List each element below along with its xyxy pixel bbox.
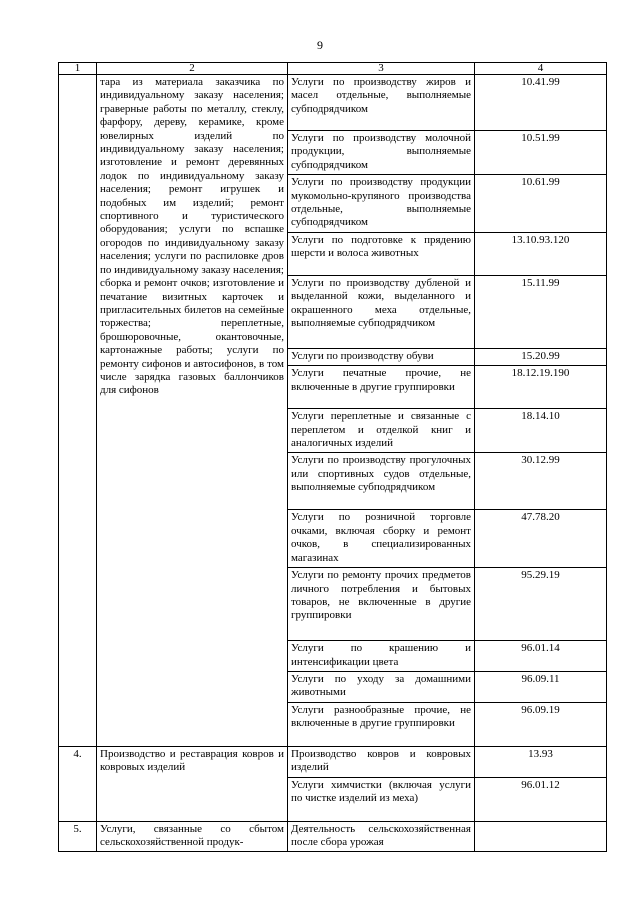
services-table: [58, 62, 607, 852]
service-code-cell: 10.41.99: [475, 75, 607, 131]
activity-description-cell: Услуги, связанные со сбытом сельскохозяйственной продук-: [97, 821, 288, 852]
service-name-cell: Услуги по подготовке к прядению шерсти и волоса животных: [288, 232, 475, 275]
service-name-cell: Услуги печатные прочие, не включенные в другие группировки: [288, 366, 475, 409]
service-code-cell: 10.51.99: [475, 131, 607, 175]
header-cell: 2: [97, 63, 288, 75]
service-name-cell: Услуги по розничной торговле очками, включая сборку и ремонт очков, в специализированных магазинах: [288, 510, 475, 568]
service-code-cell: 96.09.11: [475, 671, 607, 702]
service-code-cell: 18.12.19.190: [475, 366, 607, 409]
row-number-cell: 5.: [59, 821, 97, 852]
service-code-cell: 10.61.99: [475, 175, 607, 233]
service-code-cell: 15.20.99: [475, 348, 607, 365]
activity-description-cell: Производство и реставрация ковров и ковровых изделий: [97, 746, 288, 821]
service-code-cell: 13.10.93.120: [475, 232, 607, 275]
table-row: [59, 821, 607, 852]
service-name-cell: Услуги по уходу за домашними животными: [288, 671, 475, 702]
service-code-cell: [475, 821, 607, 852]
service-name-cell: Услуги по производству дубленой и выделанной кожи, выделанного и окрашенного меха отдельные, выполняемые субподрядчиком: [288, 275, 475, 348]
service-name-cell: Услуги по крашению и интенсификации цвета: [288, 641, 475, 672]
service-name-cell: Услуги по производству молочной продукции, выполняемые субподрядчиком: [288, 131, 475, 175]
service-code-cell: 15.11.99: [475, 275, 607, 348]
service-name-cell: Производство ковров и ковровых изделий: [288, 746, 475, 777]
service-name-cell: Услуги переплетные и связанные с переплетом и отделкой книг и аналогичных изделий: [288, 409, 475, 453]
service-code-cell: 47.78.20: [475, 510, 607, 568]
service-code-cell: 95.29.19: [475, 568, 607, 641]
table-header-row: [59, 63, 607, 75]
service-code-cell: 30.12.99: [475, 453, 607, 510]
table-row: [59, 746, 607, 777]
table-row: [59, 75, 607, 131]
service-name-cell: Услуги по производству прогулочных или спортивных судов отдельные, выполняемые субподрядчиком: [288, 453, 475, 510]
service-name-cell: Услуги разнообразные прочие, не включенные в другие группировки: [288, 702, 475, 746]
service-name-cell: Услуги по производству обуви: [288, 348, 475, 365]
header-cell: 1: [59, 63, 97, 75]
service-code-cell: 18.14.10: [475, 409, 607, 453]
service-name-cell: Услуги химчистки (включая услуги по чистке изделий из меха): [288, 777, 475, 821]
service-name-cell: Услуги по производству жиров и масел отдельные, выполняемые субподрядчиком: [288, 75, 475, 131]
service-name-cell: Услуги по производству продукции мукомольно-крупяного производства отдельные, выполняемые субподрядчиком: [288, 175, 475, 233]
row-number-cell: [59, 75, 97, 747]
service-code-cell: 96.09.19: [475, 702, 607, 746]
service-name-cell: Услуги по ремонту прочих предметов личного потребления и бытовых товаров, не включенные в другие группировки: [288, 568, 475, 641]
service-code-cell: 96.01.14: [475, 641, 607, 672]
activity-description-cell: тара из материала заказчика по индивидуальному заказу населения; граверные работы по металлу, стеклу, фарфору, дереву, керамике, кроме ювелирных изделий по индивидуальному заказу населения; изготовление и ремонт деревянных лодок по индивидуальному заказу населения; ремонт игрушек и подобных им изделий; ремонт спортивного и туристического оборудования; услуги по вспашке огородов по индивидуальному заказу населения; услуги по распиловке дров по индивидуальному заказу населения; сборка и ремонт очков; изготовление и печатание визитных карточек и пригласительных билетов на семейные торжества; переплетные, брошюровочные, окантовочные, картонажные работы; услуги по ремонту сифонов и автосифонов, в том числе зарядка газовых баллончиков для сифонов: [97, 75, 288, 747]
header-cell: 4: [475, 63, 607, 75]
service-code-cell: 13.93: [475, 746, 607, 777]
service-name-cell: Деятельность сельскохозяйственная после сбора урожая: [288, 821, 475, 852]
page-number: 9: [317, 38, 323, 52]
service-code-cell: 96.01.12: [475, 777, 607, 821]
row-number-cell: 4.: [59, 746, 97, 821]
header-cell: 3: [288, 63, 475, 75]
